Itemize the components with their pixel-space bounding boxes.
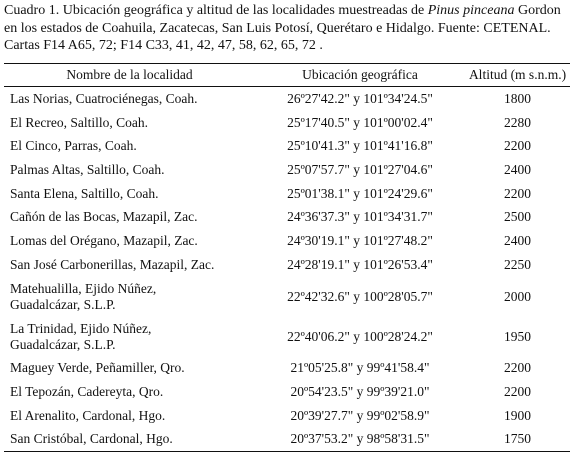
table-row	[4, 134, 570, 158]
cell-altitude: 2200	[504, 185, 531, 201]
table-header-row	[4, 64, 570, 87]
cell-locality-name: Maguey Verde, Peñamiller, Qro.	[10, 360, 185, 376]
cell-altitude: 2000	[504, 288, 531, 304]
caption-species: Pinus pinceana	[427, 3, 515, 18]
header-locality-name: Nombre de la localidad	[4, 64, 255, 87]
cell-location: 20º39'27.7" y 99º02'58.9"	[290, 407, 430, 423]
cell-altitude: 2400	[504, 232, 531, 248]
cell-locality-name: Lomas del Orégano, Mazapil, Zac.	[10, 232, 198, 248]
cell-location: 20º37'53.2" y 98º58'31.5"	[255, 428, 465, 452]
cell-location: 20º54'23.5" y 99º39'21.0"	[290, 384, 430, 400]
cell-altitude: 2200	[504, 360, 531, 376]
cell-location: 24º28'19.1" y 101º26'53.4"	[287, 256, 433, 272]
caption-prefix: Cuadro 1. Ubicación geográfica y altitud de las localidades muestreadas de	[4, 3, 428, 18]
locality-name-line: Matehualilla, Ejido Núñez,	[10, 280, 157, 296]
cell-locality-name: Palmas Altas, Saltillo, Coah.	[10, 161, 165, 177]
cell-locality-name: El Arenalito, Cardonal, Hgo.	[10, 407, 166, 423]
cell-altitude: 2250	[504, 256, 531, 272]
cell-locality-name: San José Carbonerillas, Mazapil, Zac.	[10, 256, 215, 272]
cell-locality-name: Santa Elena, Saltillo, Coah.	[10, 185, 159, 201]
table-row	[4, 277, 570, 317]
cell-altitude: 2400	[504, 161, 531, 177]
table-row	[4, 253, 570, 277]
table-row	[4, 380, 570, 404]
table-row	[4, 158, 570, 182]
cell-altitude: 1950	[504, 328, 531, 344]
cell-location: 22º42'32.6" y 100º28'05.7"	[287, 288, 433, 304]
cell-locality-name: Las Norias, Cuatrociénegas, Coah.	[10, 90, 198, 106]
cell-location: 24º30'19.1" y 101º27'48.2"	[287, 232, 433, 248]
table-row	[4, 404, 570, 428]
cell-locality-name: El Recreo, Saltillo, Coah.	[10, 114, 148, 130]
table-row	[4, 357, 570, 381]
cell-altitude: 1750	[465, 428, 570, 452]
table-row	[4, 205, 570, 229]
locality-name-line: La Trinidad, Ejido Núñez,	[10, 320, 152, 336]
table-row	[4, 87, 570, 111]
header-geographic-location: Ubicación geográfica	[255, 64, 465, 87]
cell-locality-name: Cañón de las Bocas, Mazapil, Zac.	[10, 209, 198, 225]
cell-altitude: 1900	[504, 407, 531, 423]
cell-altitude: 2200	[504, 384, 531, 400]
cell-location: 25º01'38.1" y 101º24'29.6"	[287, 185, 433, 201]
cell-altitude: 2280	[504, 114, 531, 130]
cell-locality-name	[4, 317, 255, 357]
cell-location: 26º27'42.2" y 101º34'24.5"	[287, 90, 433, 106]
cell-location: 21º05'25.8" y 99º41'58.4"	[290, 360, 430, 376]
table-row	[4, 229, 570, 253]
table-row	[4, 182, 570, 206]
cell-altitude: 1800	[504, 90, 531, 106]
caption-suffix: Gordon en los estados de Coahuila, Zacatecas, San Luis Potosí, Querétaro e Hidalgo. Fuente: CETENAL. Cartas F14 A65, 72; F14 C33, 41, 42, 47, 58, 62, 65, 72 .	[4, 3, 561, 53]
cell-location: 24º36'37.3" y 101º34'31.7"	[287, 209, 433, 225]
cell-locality-name: El Cinco, Parras, Coah.	[10, 138, 137, 154]
cell-location: 25º17'40.5" y 101º00'02.4"	[287, 114, 433, 130]
cell-locality-name: El Tepozán, Cadereyta, Qro.	[10, 384, 164, 400]
cell-altitude: 2200	[504, 138, 531, 154]
cell-locality-name	[4, 277, 255, 317]
cell-location: 22º40'06.2" y 100º28'24.2"	[287, 328, 433, 344]
table-row	[4, 317, 570, 357]
cell-altitude: 2500	[504, 209, 531, 225]
cell-location: 25º10'41.3" y 101º41'16.8"	[287, 138, 433, 154]
header-altitude: Altitud (m s.n.m.)	[465, 64, 570, 87]
locality-name-line: Guadalcázar, S.L.P.	[10, 296, 116, 312]
cell-locality-name: San Cristóbal, Cardonal, Hgo.	[4, 428, 255, 452]
table-row	[4, 111, 570, 135]
localities-table	[4, 63, 570, 452]
table-row	[4, 428, 570, 452]
locality-name-line: Guadalcázar, S.L.P.	[10, 336, 116, 352]
table-caption	[4, 2, 570, 55]
cell-location: 25º07'57.7" y 101º27'04.6"	[287, 161, 433, 177]
